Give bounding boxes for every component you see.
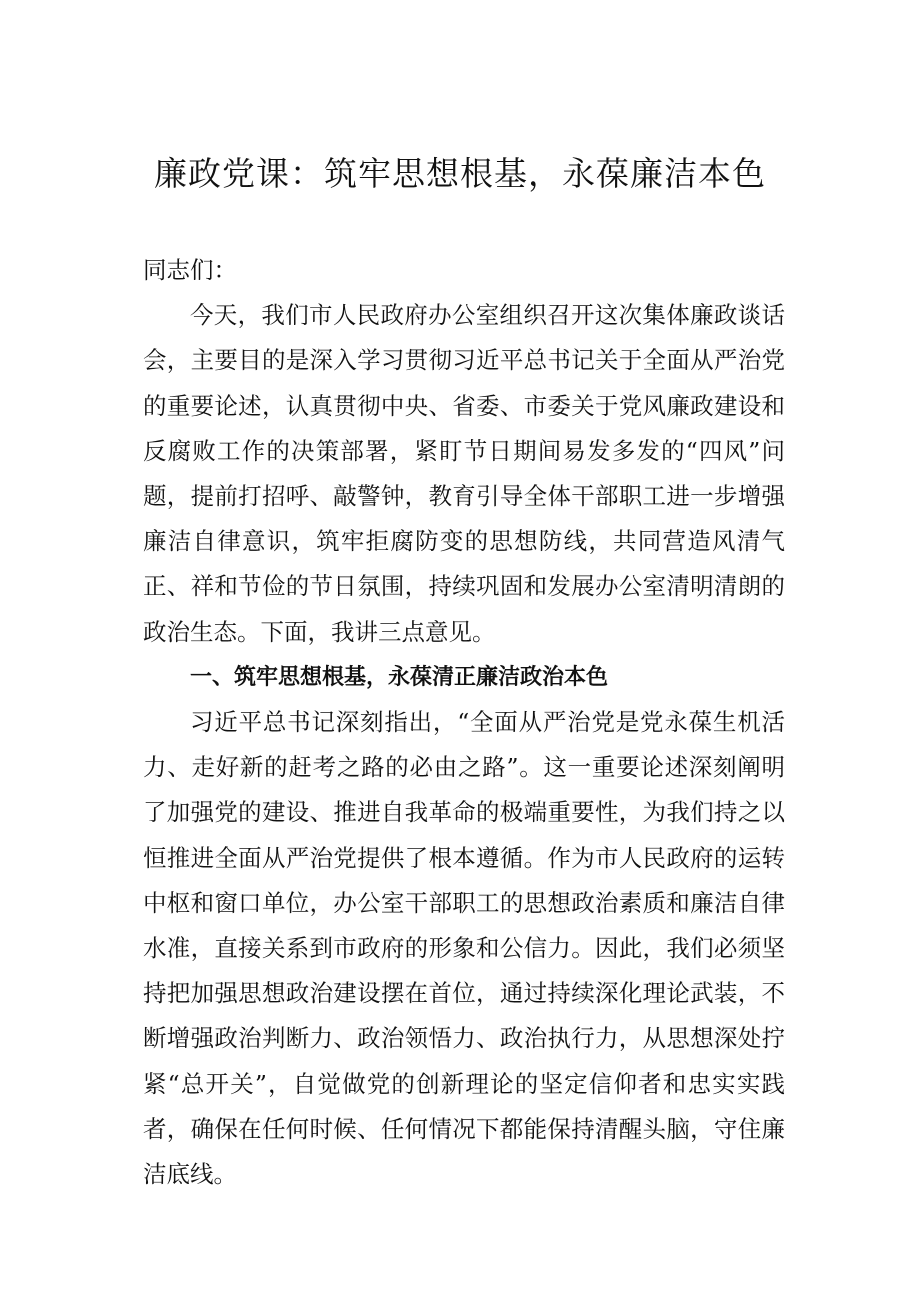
document-title: 廉政党课：筑牢思想根基，永葆廉洁本色 (154, 154, 766, 193)
section-1-paragraph: 习近平总书记深刻指出，“全面从严治党是党永葆生机活力、走好新的赶考之路的必由之路”。这一重要论述深刻阐明了加强党的建设、推进自我革命的极端重要性，为我们持之以恒推进全面从严治党提供了根本遵循。作为市人民政府的运转中枢和窗口单位，办公室干部职工的思想政治素质和廉洁自律水准，直接关系到市政府的形象和公信力。因此，我们必须坚持把加强思想政治建设摆在首位，通过持续深化理论武装，不断增强政治判断力、政治领悟力、政治执行力，从思想深处拧紧“总开关”，自觉做党的创新理论的坚定信仰者和忠实实践者，确保在任何时候、任何情况下都能保持清醒头脑，守住廉洁底线。 (143, 708, 785, 1189)
section-heading-1: 一、筑牢思想根基，永葆清正廉洁政治本色 (190, 664, 609, 690)
intro-paragraph: 今天，我们市人民政府办公室组织召开这次集体廉政谈话会，主要目的是深入学习贯彻习近平总书记关于全面从严治党的重要论述，认真贯彻中央、省委、市委关于党风廉政建设和反腐败工作的决策部署，紧盯节日期间易发多发的“四风”问题，提前打招呼、敲警钟，教育引导全体干部职工进一步增强廉洁自律意识，筑牢拒腐防变的思想防线，共同营造风清气正、祥和节俭的节日氛围，持续巩固和发展办公室清明清朗的政治生态。下面，我讲三点意见。 (143, 301, 785, 646)
salutation: 同志们： (143, 256, 237, 284)
document-body (143, 248, 785, 1197)
